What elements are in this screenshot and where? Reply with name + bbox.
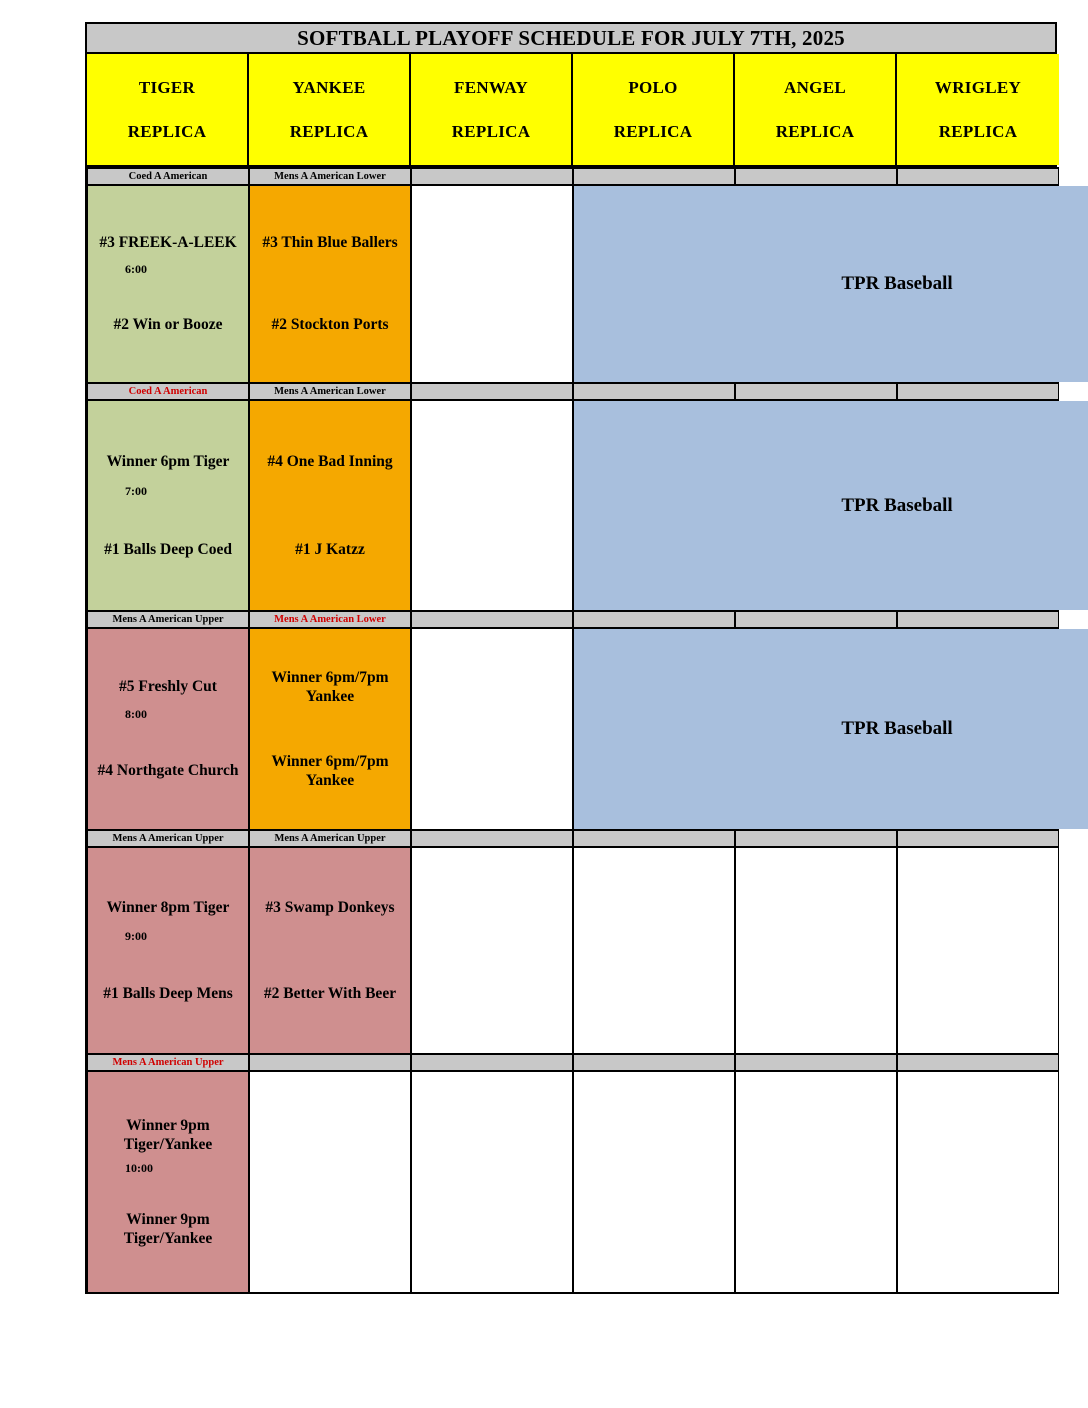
merged-game-cell[interactable] [573,186,1088,382]
merged-cell-text: TPR Baseball [841,494,953,516]
field-name: ANGEL [784,77,846,97]
league-label [573,382,735,401]
field-header-row [85,54,1057,167]
team-top: #3 Swamp Donkeys [265,898,395,916]
merged-game-cell[interactable] [573,629,1088,829]
league-label [897,382,1059,401]
league-label [411,167,573,186]
league-label: Mens A American Lower [249,167,411,186]
field-header-tiger [87,54,249,165]
league-label [573,610,735,629]
game-cell[interactable] [411,1072,573,1294]
league-label [735,610,897,629]
team-bottom: Winner 6pm/7pm Yankee [271,752,389,789]
field-header-polo [573,54,735,165]
league-label [411,382,573,401]
game-cell[interactable] [411,629,573,829]
game-cell[interactable] [87,401,249,610]
team-top: #4 One Bad Inning [267,452,393,470]
field-replica-label: REPLICA [775,121,855,141]
league-label-row [85,829,1057,848]
page-title: SOFTBALL PLAYOFF SCHEDULE FOR JULY 7TH, 2025 [297,25,845,50]
field-name: POLO [628,77,678,97]
league-label-row [85,167,1057,186]
team-bottom: Winner 9pm Tiger/Yankee [123,1210,213,1247]
team-bottom: #4 Northgate Church [97,762,239,780]
merged-game-cell[interactable] [573,401,1088,610]
field-replica-label: REPLICA [127,121,207,141]
game-cell[interactable] [87,186,249,382]
league-label [411,1053,573,1072]
team-top: Winner 6pm Tiger [106,452,230,470]
league-label-row [85,382,1057,401]
team-bottom: #1 Balls Deep Coed [104,541,232,559]
league-label [897,1053,1059,1072]
game-cell[interactable] [249,848,411,1053]
field-name: TIGER [138,77,196,97]
team-bottom: #2 Win or Booze [113,316,223,334]
league-label [735,829,897,848]
league-label [735,167,897,186]
game-cell[interactable] [87,1072,249,1294]
field-name: FENWAY [454,77,528,97]
league-label: Mens A American Upper [87,1053,249,1072]
team-bottom: #2 Better With Beer [263,985,397,1003]
schedule-title-row [85,22,1057,54]
field-header-angel [735,54,897,165]
team-top: #3 FREEK-A-LEEK [99,234,237,252]
league-label: Coed A American [87,167,249,186]
league-label [897,167,1059,186]
time-label: 6:00 [125,262,147,276]
team-top: Winner 6pm/7pm Yankee [271,668,389,705]
team-top: #5 Freshly Cut [119,678,217,696]
game-cell[interactable] [411,401,573,610]
team-bottom: #1 J Katzz [295,541,365,559]
time-label: 7:00 [125,483,147,498]
field-replica-label: REPLICA [613,121,693,141]
merged-cell-text: TPR Baseball [841,273,953,295]
league-label-row [85,1053,1057,1072]
game-cell[interactable] [735,848,897,1053]
game-cell[interactable] [87,848,249,1053]
game-cell[interactable] [897,848,1059,1053]
schedule-body [85,167,1057,1294]
field-header-fenway [411,54,573,165]
game-row [85,848,1057,1053]
league-label: Mens A American Lower [249,610,411,629]
game-cell[interactable] [735,1072,897,1294]
team-bottom: #2 Stockton Ports [271,316,389,334]
game-cell[interactable] [411,848,573,1053]
game-cell[interactable] [87,629,249,829]
league-label [735,1053,897,1072]
league-label: Mens A American Lower [249,382,411,401]
league-label: Mens A American Upper [87,829,249,848]
field-replica-label: REPLICA [289,121,369,141]
league-label [573,1053,735,1072]
league-label [411,829,573,848]
team-top: Winner 8pm Tiger [106,898,230,916]
team-top: #3 Thin Blue Ballers [262,234,398,252]
field-name: WRIGLEY [934,77,1022,97]
league-label [735,382,897,401]
league-label [573,829,735,848]
game-cell[interactable] [573,848,735,1053]
game-cell[interactable] [573,1072,735,1294]
league-label: Mens A American Upper [249,829,411,848]
team-bottom: #1 Balls Deep Mens [103,985,233,1003]
game-cell[interactable] [249,1072,411,1294]
field-header-yankee [249,54,411,165]
league-label [249,1053,411,1072]
game-cell[interactable] [897,1072,1059,1294]
field-name: YANKEE [292,77,366,97]
game-cell[interactable] [249,186,411,382]
field-replica-label: REPLICA [938,121,1018,141]
game-cell[interactable] [249,401,411,610]
league-label [897,610,1059,629]
schedule-grid [85,22,1057,1294]
league-label [897,829,1059,848]
game-row [85,401,1057,610]
field-header-wrigley [897,54,1059,165]
team-top: Winner 9pm Tiger/Yankee [123,1116,213,1153]
time-label: 10:00 [125,1161,153,1175]
league-label [411,610,573,629]
time-label: 9:00 [125,928,147,943]
game-row [85,186,1057,382]
league-label: Coed A American [87,382,249,401]
game-cell[interactable] [411,186,573,382]
league-label [573,167,735,186]
league-label: Mens A American Upper [87,610,249,629]
game-row [85,629,1057,829]
game-cell[interactable] [249,629,411,829]
field-replica-label: REPLICA [451,121,531,141]
game-row [85,1072,1057,1294]
time-label: 8:00 [125,707,147,721]
merged-cell-text: TPR Baseball [841,718,953,740]
league-label-row [85,610,1057,629]
